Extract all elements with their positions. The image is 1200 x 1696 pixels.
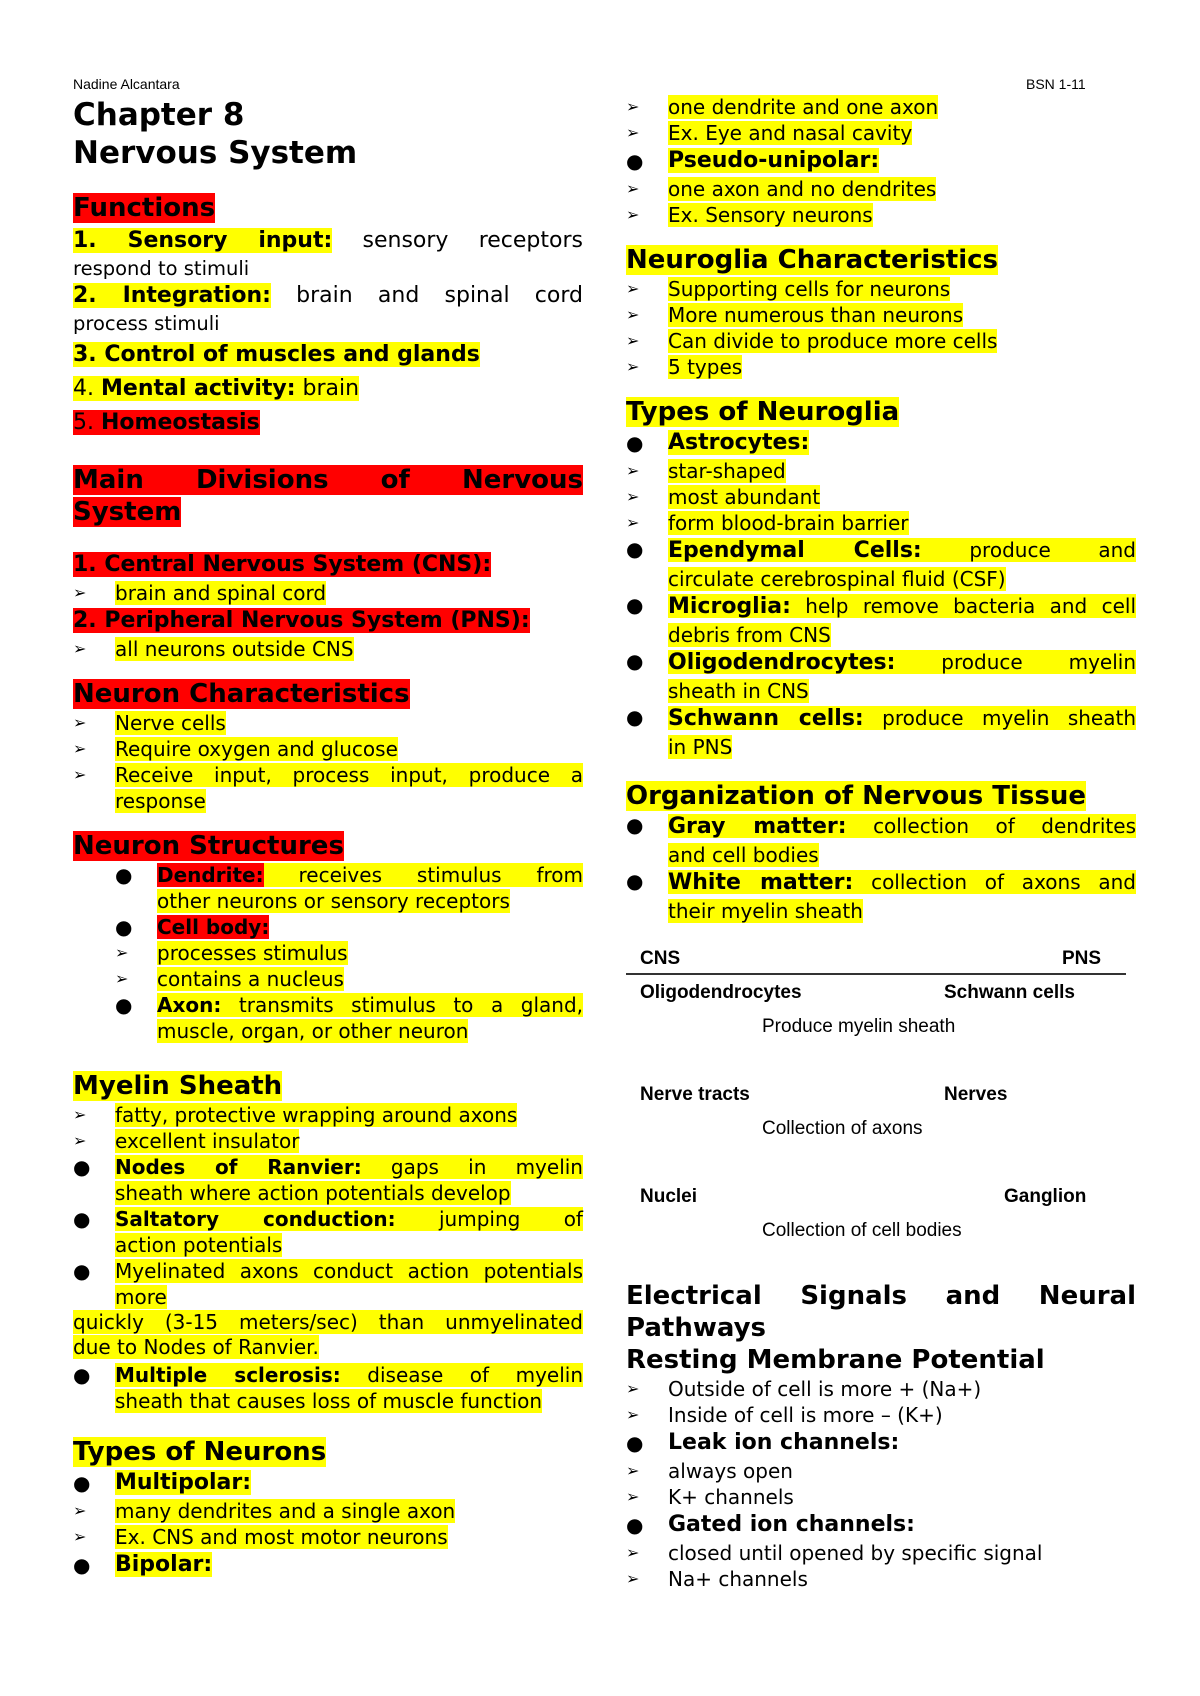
section-label: BSN 1-11 [1026, 76, 1086, 92]
cell-body-item: contains a nucleus [157, 967, 344, 991]
leak-channels-label: Leak ion channels: [668, 1430, 900, 1455]
bullet-icon: ● [626, 593, 644, 617]
gated-item: Na+ channels [668, 1567, 808, 1591]
myelinated-text-cont2: quickly (3-15 meters/sec) than unmyelinated [73, 1310, 583, 1334]
schwann-label: Schwann cells: [668, 706, 864, 731]
arrow-icon: ➢ [626, 305, 640, 324]
arrow-icon: ➢ [73, 713, 87, 732]
arrow-icon: ➢ [73, 583, 87, 602]
chapter-title: Chapter 8 [73, 97, 245, 133]
myelin-item: excellent insulator [115, 1129, 300, 1153]
arrow-icon: ➢ [626, 1379, 640, 1398]
neuroglia-char-item: Can divide to produce more cells [668, 329, 998, 353]
row-cns-cell: Oligodendrocytes [640, 982, 802, 1003]
row-pns-cell: Ganglion [1004, 1186, 1087, 1207]
cns-heading: 1. Central Nervous System (CNS): [73, 552, 492, 577]
bullet-icon: ● [626, 1431, 644, 1455]
divisions-heading: Main Divisions of Nervous [73, 465, 583, 495]
myelinated-text-cont3: due to Nodes of Ranvier. [73, 1335, 319, 1359]
bullet-icon: ● [626, 705, 644, 729]
saltatory-label: Saltatory conduction: [115, 1207, 396, 1231]
gray-matter-label: Gray matter: [668, 814, 847, 839]
ms-label: Multiple sclerosis: [115, 1363, 341, 1387]
arrow-icon: ➢ [626, 1461, 640, 1480]
arrow-icon: ➢ [73, 639, 87, 658]
pseudo-unipolar-label: Pseudo-unipolar: [668, 148, 880, 173]
neuron-characteristics-heading: Neuron Characteristics [73, 679, 410, 709]
resting-item: Outside of cell is more + (Na+) [668, 1377, 982, 1401]
electrical-heading-2: Pathways [626, 1313, 767, 1343]
multipolar-item: many dendrites and a single axon [115, 1499, 456, 1523]
bullet-icon: ● [115, 863, 133, 887]
dendrite-label: Dendrite: [157, 863, 264, 887]
microglia-label: Microglia: [668, 594, 791, 619]
author-name: Nadine Alcantara [73, 76, 180, 92]
neuron-char-item: Require oxygen and glucose [115, 737, 398, 761]
axon-label: Axon: [157, 993, 222, 1017]
cns-item: brain and spinal cord [115, 581, 327, 605]
arrow-icon: ➢ [626, 487, 640, 506]
bullet-icon: ● [73, 1471, 91, 1495]
row-desc: Collection of cell bodies [762, 1220, 962, 1241]
electrical-heading: Electrical Signals and Neural [626, 1281, 1136, 1311]
gated-item: closed until opened by specific signal [668, 1541, 1043, 1565]
arrow-icon: ➢ [626, 1569, 640, 1588]
row-desc: Collection of axons [762, 1118, 923, 1139]
myelin-item: fatty, protective wrapping around axons [115, 1103, 518, 1127]
row-pns-cell: Schwann cells [944, 982, 1075, 1003]
arrow-icon: ➢ [626, 1543, 640, 1562]
function-item-5: 5. Homeostasis [73, 410, 260, 435]
arrow-icon: ➢ [73, 1527, 87, 1546]
bipolar-item: Ex. Eye and nasal cavity [668, 121, 913, 145]
gated-channels-label: Gated ion channels: [668, 1512, 915, 1537]
bipolar-label: Bipolar: [115, 1552, 213, 1577]
pseudo-item: Ex. Sensory neurons [668, 203, 873, 227]
astrocytes-label: Astrocytes: [668, 430, 810, 455]
left-column: Chapter 8 Nervous System Functions 1. Sensory input: sensory receptors respond to stimuli 2. Integration: brain and spinal cord process stimuli 3. Control of muscles and glands 4. Mental activity: brain 5. Homeostasis Main Divisions of Nervous System 1. Central Nervous System (CNS): ➢ brain and spinal cord 2. Peripheral Nervous System (PNS): ➢ all neurons outside CNS Neuron Characteristics ➢ Nerve cells ➢ Require oxygen and glucose ➢ Receive input, process input, produce a response Neuron Structures ● Dendrite: receives stimulus from other neurons or sensory receptors ● Cell body: ➢ processes stimulus ➢ contains a nucleus ● Axon: transmits stimulus to a gland, muscle, organ, or other neuron Myelin Sheath ➢ fatty, protective wrapping around axons ➢ excellent insulator ● Nodes of Ranvier: gaps in myelin sheath where action potentials develop ● Saltatory conduction: jumping of action potentials ● Myelinated axons conduct action potentials more quickly (3-15 meters/sec) than unmyelinated due to Nodes of Ranvier. ● Multiple sclerosis: disease of myelin sheath that causes loss of muscle function Types of Neurons ● Multipolar: ➢ many dendrites and a single axon ➢ Ex. CNS and most motor neurons ● Bipolar: [73, 0, 583, 1580]
astrocyte-item: form blood-brain barrier [668, 511, 909, 535]
multipolar-label: Multipolar: [115, 1470, 252, 1495]
resting-potential-heading: Resting Membrane Potential [626, 1345, 1045, 1375]
col-header-pns: PNS [1062, 948, 1102, 969]
arrow-icon: ➢ [626, 461, 640, 480]
function-item-1-cont: respond to stimuli [73, 257, 250, 280]
bullet-icon: ● [626, 649, 644, 673]
neuroglia-char-heading: Neuroglia Characteristics [626, 245, 999, 275]
arrow-icon: ➢ [73, 765, 87, 784]
function-item-2: 2. Integration: brain and spinal cord [73, 283, 583, 308]
ms-desc: sheath that causes loss of muscle function [115, 1389, 543, 1413]
white-matter-label: White matter: [668, 870, 854, 895]
bullet-icon: ● [626, 431, 644, 455]
nodes-label: Nodes of Ranvier: [115, 1155, 362, 1179]
neuron-char-item: Nerve cells [115, 711, 226, 735]
bullet-icon: ● [115, 993, 133, 1017]
multipolar-item: Ex. CNS and most motor neurons [115, 1525, 448, 1549]
row-desc: Produce myelin sheath [762, 1016, 956, 1037]
pns-heading: 2. Peripheral Nervous System (PNS): [73, 608, 530, 633]
oligodendrocytes-label: Oligodendrocytes: [668, 650, 896, 675]
arrow-icon: ➢ [626, 1487, 640, 1506]
dendrite-desc: other neurons or sensory receptors [157, 889, 510, 913]
types-neurons-heading: Types of Neurons [73, 1437, 327, 1467]
leak-item: K+ channels [668, 1485, 794, 1509]
bullet-icon: ● [73, 1155, 91, 1179]
arrow-icon: ➢ [626, 1405, 640, 1424]
resting-item: Inside of cell is more – (K+) [668, 1403, 943, 1427]
myelin-heading: Myelin Sheath [73, 1071, 283, 1101]
bullet-icon: ● [73, 1259, 91, 1283]
arrow-icon: ➢ [626, 279, 640, 298]
arrow-icon: ➢ [73, 1501, 87, 1520]
col-header-cns: CNS [640, 948, 681, 969]
arrow-icon: ➢ [115, 969, 129, 988]
neuron-char-item: Receive input, process input, produce a [115, 763, 583, 787]
arrow-icon: ➢ [626, 123, 640, 142]
function-item-2-cont: process stimuli [73, 312, 220, 335]
types-neuroglia-heading: Types of Neuroglia [626, 397, 900, 427]
neuron-structures-heading: Neuron Structures [73, 831, 344, 861]
pseudo-item: one axon and no dendrites [668, 177, 937, 201]
schwann-desc: in PNS [668, 735, 733, 759]
function-item-1: 1. Sensory input: sensory receptors [73, 228, 583, 253]
neuroglia-char-item: 5 types [668, 355, 743, 379]
bullet-icon: ● [73, 1363, 91, 1387]
cns-pns-comparison-table [626, 948, 1126, 1266]
function-item-3: 3. Control of muscles and glands [73, 342, 480, 367]
axon-desc: muscle, organ, or other neuron [157, 1019, 469, 1043]
microglia-desc: debris from CNS [668, 623, 831, 647]
bullet-icon: ● [73, 1207, 91, 1231]
functions-heading: Functions [73, 193, 216, 223]
saltatory-desc: action potentials [115, 1233, 283, 1257]
divisions-heading-2: System [73, 497, 182, 527]
astrocyte-item: star-shaped [668, 459, 786, 483]
leak-item: always open [668, 1459, 793, 1483]
bullet-icon: ● [626, 537, 644, 561]
oligodendrocytes-desc: sheath in CNS [668, 679, 809, 703]
cell-body-item: processes stimulus [157, 941, 348, 965]
white-matter-desc: their myelin sheath [668, 899, 863, 923]
row-pns-cell: Nerves [944, 1084, 1008, 1105]
row-cns-cell: Nerve tracts [640, 1084, 750, 1105]
bullet-icon: ● [626, 869, 644, 893]
cell-body-label: Cell body: [157, 915, 270, 939]
arrow-icon: ➢ [626, 513, 640, 532]
arrow-icon: ➢ [115, 943, 129, 962]
myelinated-text-cont: more [115, 1285, 167, 1309]
astrocyte-item: most abundant [668, 485, 821, 509]
neuroglia-char-item: More numerous than neurons [668, 303, 964, 327]
bullet-icon: ● [626, 1513, 644, 1537]
bullet-icon: ● [115, 915, 133, 939]
ependymal-desc: circulate cerebrospinal fluid (CSF) [668, 567, 1006, 591]
function-item-4: 4. Mental activity: brain [73, 376, 360, 401]
chapter-subtitle: Nervous System [73, 135, 358, 171]
arrow-icon: ➢ [626, 331, 640, 350]
bipolar-item: one dendrite and one axon [668, 95, 939, 119]
arrow-icon: ➢ [73, 1105, 87, 1124]
right-column: ➢ one dendrite and one axon ➢ Ex. Eye and nasal cavity ● Pseudo-unipolar: ➢ one axon and no dendrites ➢ Ex. Sensory neurons Neuroglia Characteristics ➢ Supporting cells for neurons ➢ More numerous than neurons ➢ Can divide to produce more cells ➢ 5 types Types of Neuroglia ● Astrocytes: ➢ star-shaped ➢ most abundant ➢ form blood-brain barrier ● Ependymal Cells: produce and circulate cerebrospinal fluid (CSF) ● Microglia: help remove bacteria and cell debris from CNS ● Oligodendrocytes: produce myelin sheath in CNS ● Schwann cells: produce myelin sheath in PNS Organization of Nervous Tissue ● Gray matter: collection of dendrites and cell bodies ● White matter: collection of axons and their myelin sheath CNS PNS Oligodendrocytes Schwann cells Produce myelin sheath Nerve tracts Nerves Collection of axons Nuclei Ganglion Collection of cell bodies Electrical Signals and Neural Pathways Resting Membrane Potential ➢ Outside of cell is more + (Na+) ➢ Inside of cell is more – (K+) ● Leak ion channels: ➢ always open ➢ K+ channels ● Gated ion channels: ➢ closed until opened by specific signal ➢ Na+ channels [626, 95, 1136, 1591]
organization-heading: Organization of Nervous Tissue [626, 781, 1086, 811]
ependymal-label: Ependymal Cells: [668, 538, 922, 563]
pns-item: all neurons outside CNS [115, 637, 354, 661]
arrow-icon: ➢ [626, 205, 640, 224]
row-cns-cell: Nuclei [640, 1186, 698, 1207]
bullet-icon: ● [626, 813, 644, 837]
neuroglia-char-item: Supporting cells for neurons [668, 277, 951, 301]
arrow-icon: ➢ [73, 1131, 87, 1150]
myelinated-text: Myelinated axons conduct action potentials [115, 1259, 583, 1283]
nodes-desc: sheath where action potentials develop [115, 1181, 511, 1205]
neuron-char-item-cont: response [115, 789, 206, 813]
bullet-icon: ● [626, 149, 644, 173]
arrow-icon: ➢ [626, 97, 640, 116]
arrow-icon: ➢ [626, 357, 640, 376]
arrow-icon: ➢ [73, 739, 87, 758]
bullet-icon: ● [73, 1553, 91, 1577]
gray-matter-desc: and cell bodies [668, 843, 819, 867]
arrow-icon: ➢ [626, 179, 640, 198]
table-header-rule [626, 973, 1126, 975]
